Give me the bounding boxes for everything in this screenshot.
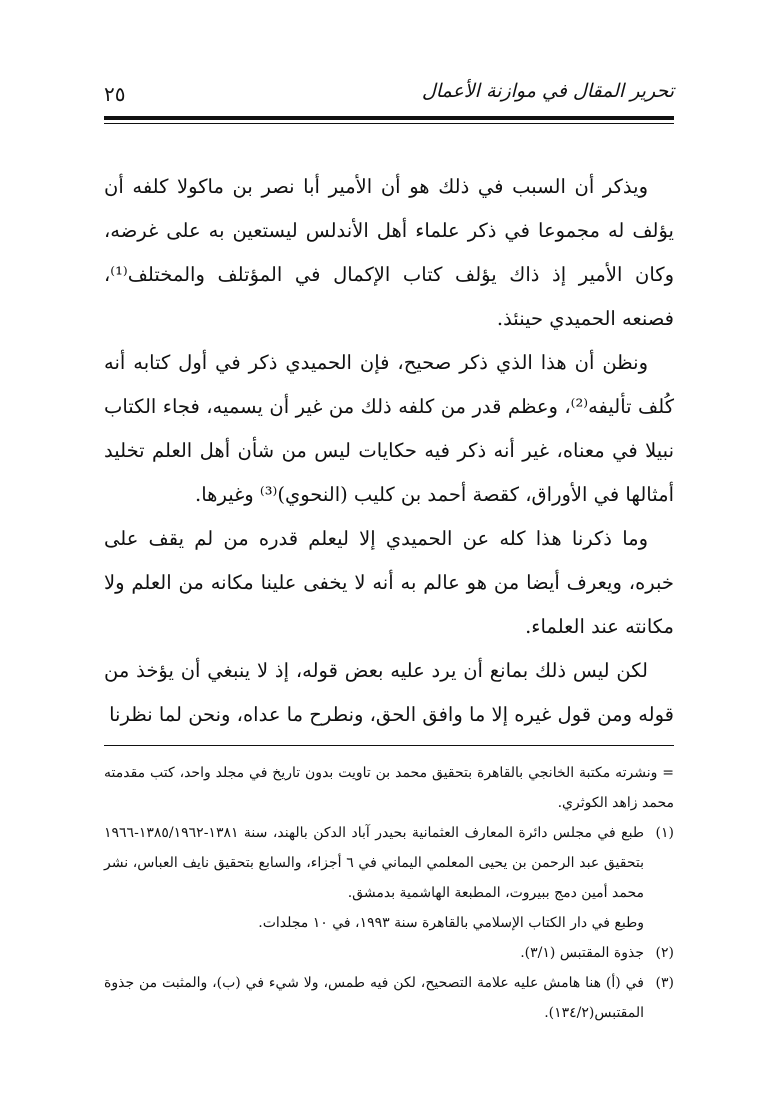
paragraph: ويذكر أن السبب في ذلك هو أن الأمير أبا نصر بن ماكولا كلفه أن يؤلف له مجموعا في ذكر علماء أهل الأندلس ليستعين به على غرضه، وكان الأمير إذ ذاك يؤلف كتاب الإكمال في المؤتلف والمختلف⁽¹⁾، فصنعه الحميدي حينئذ. bbox=[104, 175, 674, 330]
paragraph: وما ذكرنا هذا كله عن الحميدي إلا ليعلم قدره من لم يقف على خبره، ويعرف أيضا من هو عالم به أنه لا يخفى علينا مكانه من العلم ولا مكانته عند العلماء. bbox=[104, 527, 674, 638]
header-rule-thick bbox=[104, 116, 674, 120]
footnote-separator bbox=[104, 745, 674, 746]
header-rule-thin bbox=[104, 123, 674, 124]
footnotes bbox=[104, 758, 674, 1028]
footnote-text: طبع في مجلس دائرة المعارف العثمانية بحيدر آباد الدكن بالهند، سنة ١٣٨١-١٣٨٥/١٩٦٢-١٩٦٦ بتحقيق عبد الرحمن بن يحيى المعلمي اليماني في ٦ أجزاء، والسابع بتحقيق نايف العباس، نشر محمد أمين دمج ببيروت، المطبعة الهاشمية بدمشق. bbox=[104, 825, 645, 901]
footnote-1 bbox=[104, 818, 674, 938]
running-title: تحرير المقال في موازنة الأعمال bbox=[421, 80, 674, 102]
footnote-text: في (أ) هنا هامش عليه علامة التصحيح، لكن فيه طمس، ولا شيء في (ب)، والمثبت من جذوة المقتبس(١٣٤/٢). bbox=[104, 975, 644, 1021]
footnote-3 bbox=[104, 968, 674, 1028]
page-number: ٢٥ bbox=[104, 82, 126, 106]
footnote-2 bbox=[104, 938, 674, 968]
footnote-marker: (٢) bbox=[655, 945, 674, 961]
running-header bbox=[104, 78, 674, 112]
main-text bbox=[104, 165, 674, 737]
paragraph: ونظن أن هذا الذي ذكر صحيح، فإن الحميدي ذكر في أول كتابه أنه كُلف تأليفه⁽²⁾، وعظم قدر من كلفه ذلك من غير أن يسميه، فجاء الكتاب نبيلا في معناه، غير أنه ذكر فيه حكايات ليس من شأن أهل العلم تخليد أمثالها في الأوراق، كقصة أحمد بن كليب (النحوي)⁽³⁾ وغيرها. bbox=[104, 351, 674, 506]
footnote-marker: (٣) bbox=[655, 975, 674, 991]
footnote-text: جذوة المقتبس (٣/١). bbox=[520, 945, 644, 961]
paragraph: لكن ليس ذلك بمانع أن يرد عليه بعض قوله، إذ لا ينبغي أن يؤخذ من قوله ومن قول غيره إلا ما وافق الحق، ونطرح ما عداه، ونحن لما نظرنا bbox=[104, 659, 674, 726]
footnote-extra: وطبع في دار الكتاب الإسلامي بالقاهرة سنة ١٩٩٣، في ١٠ مجلدات. bbox=[258, 915, 644, 931]
footnote-continuation: = ونشرته مكتبة الخانجي بالقاهرة بتحقيق محمد بن تاويت بدون تاريخ في مجلد واحد، كتب مقدمته محمد زاهد الكوثري. bbox=[104, 765, 674, 811]
footnote-marker: (١) bbox=[655, 825, 674, 841]
